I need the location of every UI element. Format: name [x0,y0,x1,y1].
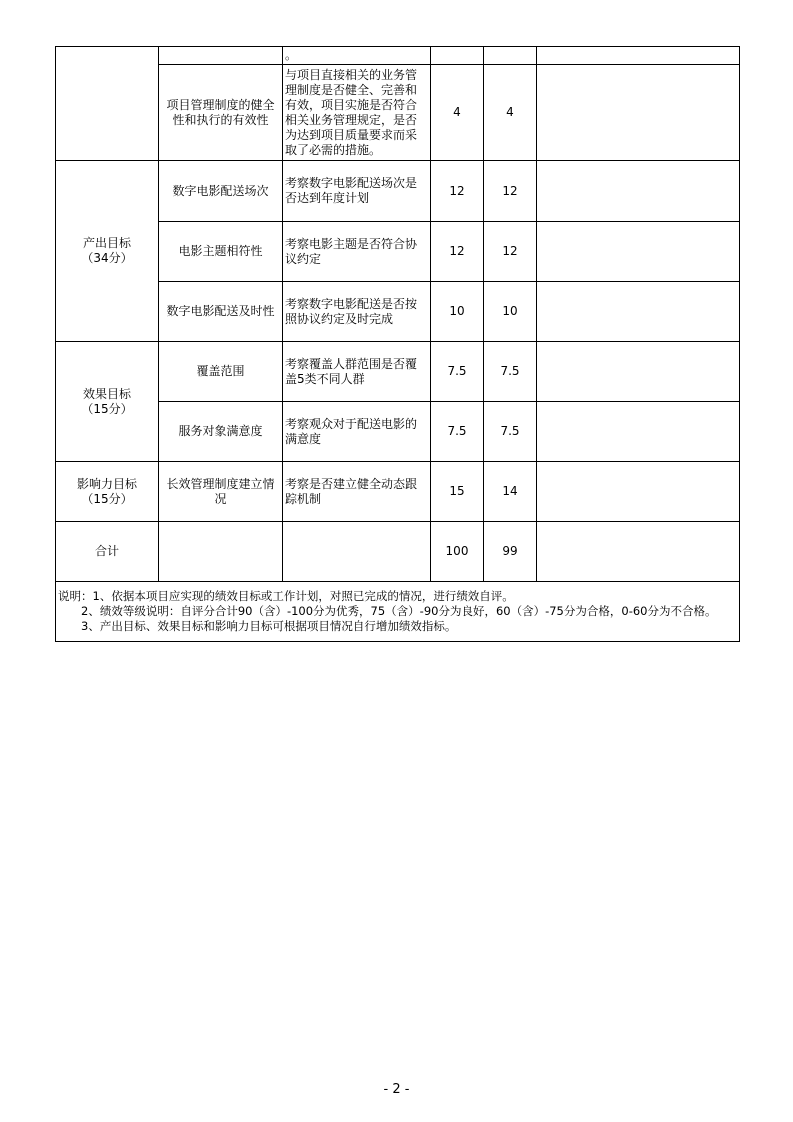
weight-cell: 12 [431,222,484,282]
standard-cell: 与项目直接相关的业务管理制度是否健全、完善和有效，项目实施是否符合相关业务管理规定，是否为达到项目质量要求而采取了必需的措施。 [283,65,431,161]
score-cell: 10 [484,282,537,342]
notes-cell [56,582,740,642]
score-cell: 4 [484,65,537,161]
category-points: （34分） [81,251,133,265]
standard-cell: 考察是否建立健全动态跟踪机制 [283,462,431,522]
note-line: 2、绩效等级说明：自评分合计90（含）-100分为优秀，75（含）-90分为良好，60（含）-75分为合格，0-60分为不合格。 [58,604,717,618]
page-number: - 2 - [383,1082,410,1097]
table-row [56,161,740,222]
weight-cell: 4 [431,65,484,161]
category-points: （15分） [81,491,133,506]
total-row [56,522,740,582]
metric-cell: 数字电影配送及时性 [159,282,283,342]
standard-cell: 考察覆盖人群范围是否覆盖5类不同人群 [283,342,431,402]
standard-cell: 考察数字电影配送是否按照协议约定及时完成 [283,282,431,342]
category-label: 影响力目标 [76,476,137,491]
category-cell-impact [56,462,159,522]
weight-cell: 12 [431,161,484,222]
total-score: 99 [484,522,537,582]
remark-cell [537,161,740,222]
score-cell: 12 [484,222,537,282]
score-cell: 7.5 [484,402,537,462]
table-row [56,222,740,282]
remark-cell [537,282,740,342]
standard-cell: 考察电影主题是否符合协议约定 [283,222,431,282]
remark-cell [537,222,740,282]
table-row [56,282,740,342]
table-row [56,342,740,402]
category-points: （15分） [81,401,133,416]
category-cell-continued [56,47,159,161]
total-weight: 100 [431,522,484,582]
metric-cell: 长效管理制度建立情况 [159,462,283,522]
score-cell: 12 [484,161,537,222]
standard-cell: 。 [283,47,431,65]
score-cell: 7.5 [484,342,537,402]
table-row [56,47,740,65]
remark-cell [537,65,740,161]
remark-cell [537,342,740,402]
note-line: 说明：1、依据本项目应实现的绩效目标或工作计划，对照已完成的情况，进行绩效自评。 [58,589,514,603]
remark-cell [537,402,740,462]
category-label: 产出目标 [82,236,131,250]
metric-cell: 项目管理制度的健全性和执行的有效性 [159,65,283,161]
standard-cell: 考察数字电影配送场次是否达到年度计划 [283,161,431,222]
performance-table [55,46,740,642]
metric-cell: 服务对象满意度 [159,402,283,462]
category-label: 效果目标 [82,386,131,401]
metric-cell: 数字电影配送场次 [159,161,283,222]
table-row [56,462,740,522]
weight-cell: 15 [431,462,484,522]
category-cell-output [56,161,159,342]
table-row [56,65,740,161]
remark-cell [537,462,740,522]
notes-row [56,582,740,642]
weight-cell: 7.5 [431,342,484,402]
total-label: 合计 [56,522,159,582]
note-line: 3、产出目标、效果目标和影响力目标可根据项目情况自行增加绩效指标。 [58,619,457,633]
score-cell: 14 [484,462,537,522]
table-row [56,402,740,462]
category-cell-effect [56,342,159,462]
standard-cell: 考察观众对于配送电影的满意度 [283,402,431,462]
weight-cell: 10 [431,282,484,342]
metric-cell: 电影主题相符性 [159,222,283,282]
weight-cell: 7.5 [431,402,484,462]
metric-cell: 覆盖范围 [159,342,283,402]
